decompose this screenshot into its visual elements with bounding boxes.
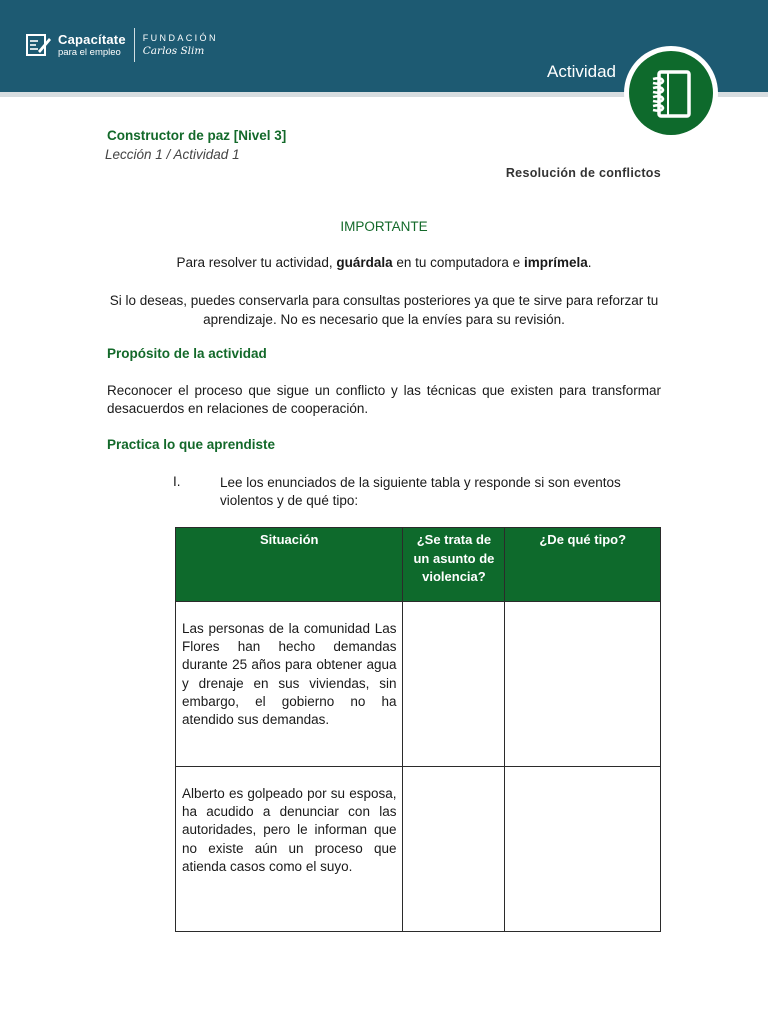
lesson-label: Lección 1 / Actividad 1 [105, 147, 240, 162]
logo-subtitle: para el empleo [58, 46, 121, 58]
header-type: ¿De qué tipo? [505, 528, 661, 602]
logo-brand: Capacítate [58, 31, 126, 47]
is-violence-cell[interactable] [403, 767, 505, 932]
table-row [176, 602, 661, 767]
table-row [176, 767, 661, 932]
instr-save: guárdala [336, 255, 393, 270]
instr-text-e: . [587, 255, 592, 270]
situation-cell: Las personas de la comunidad Las Flores han hecho demandas durante 25 años para obtener agua y drenaje en sus viviendas, sin embargo, el gobierno no ha atendido sus demandas. [176, 602, 403, 767]
situation-cell: Alberto es golpeado por su esposa, ha acudido a denunciar con las autoridades, pero le informan que no existe aún un proceso que atienda casos como el suyo. [176, 767, 403, 932]
header-situation: Situación [176, 528, 403, 602]
activity-badge [624, 46, 718, 140]
activity-label: Actividad [547, 62, 616, 81]
table-header-row [176, 528, 661, 602]
purpose-heading: Propósito de la actividad [107, 346, 267, 361]
instr-print: imprímela [523, 255, 588, 270]
activity-table [175, 527, 661, 932]
topic-label: Resolución de conflictos [505, 166, 661, 180]
notebook-icon [650, 69, 694, 119]
item-text: Lee los enunciados de la siguiente tabla y responde si son eventos violentos y de qué tipo: [220, 475, 621, 508]
instr-text-a: Para resolver tu actividad, [176, 255, 337, 270]
logo-divider [134, 28, 135, 62]
item-number: I. [173, 474, 181, 489]
capacitate-logo [24, 28, 218, 62]
is-violence-cell[interactable] [403, 602, 505, 767]
type-cell[interactable] [505, 767, 661, 932]
course-title: Constructor de paz [Nivel 3] [107, 128, 287, 143]
foundation-label: FUNDACIÓN [142, 32, 218, 43]
pencil-logo-icon [24, 31, 52, 59]
header-is-violence: ¿Se trata de un asunto de violencia? [403, 528, 505, 602]
purpose-text: Reconocer el proceso que sigue un conflicto y las técnicas que existen para transformar desacuerdos en relaciones de cooperación. [107, 383, 661, 416]
practice-heading: Practica lo que aprendiste [107, 437, 276, 452]
instr-text-c: en tu computadora e [392, 255, 524, 270]
important-heading: IMPORTANTE [340, 219, 428, 234]
note-text: Si lo deseas, puedes conservarla para consultas posteriores ya que te sirve para reforzar tu aprendizaje. No es necesario que la envíes para su revisión. [109, 293, 659, 327]
type-cell[interactable] [505, 602, 661, 767]
foundation-name: Carlos Slim [142, 44, 205, 57]
instructions [0, 255, 768, 270]
